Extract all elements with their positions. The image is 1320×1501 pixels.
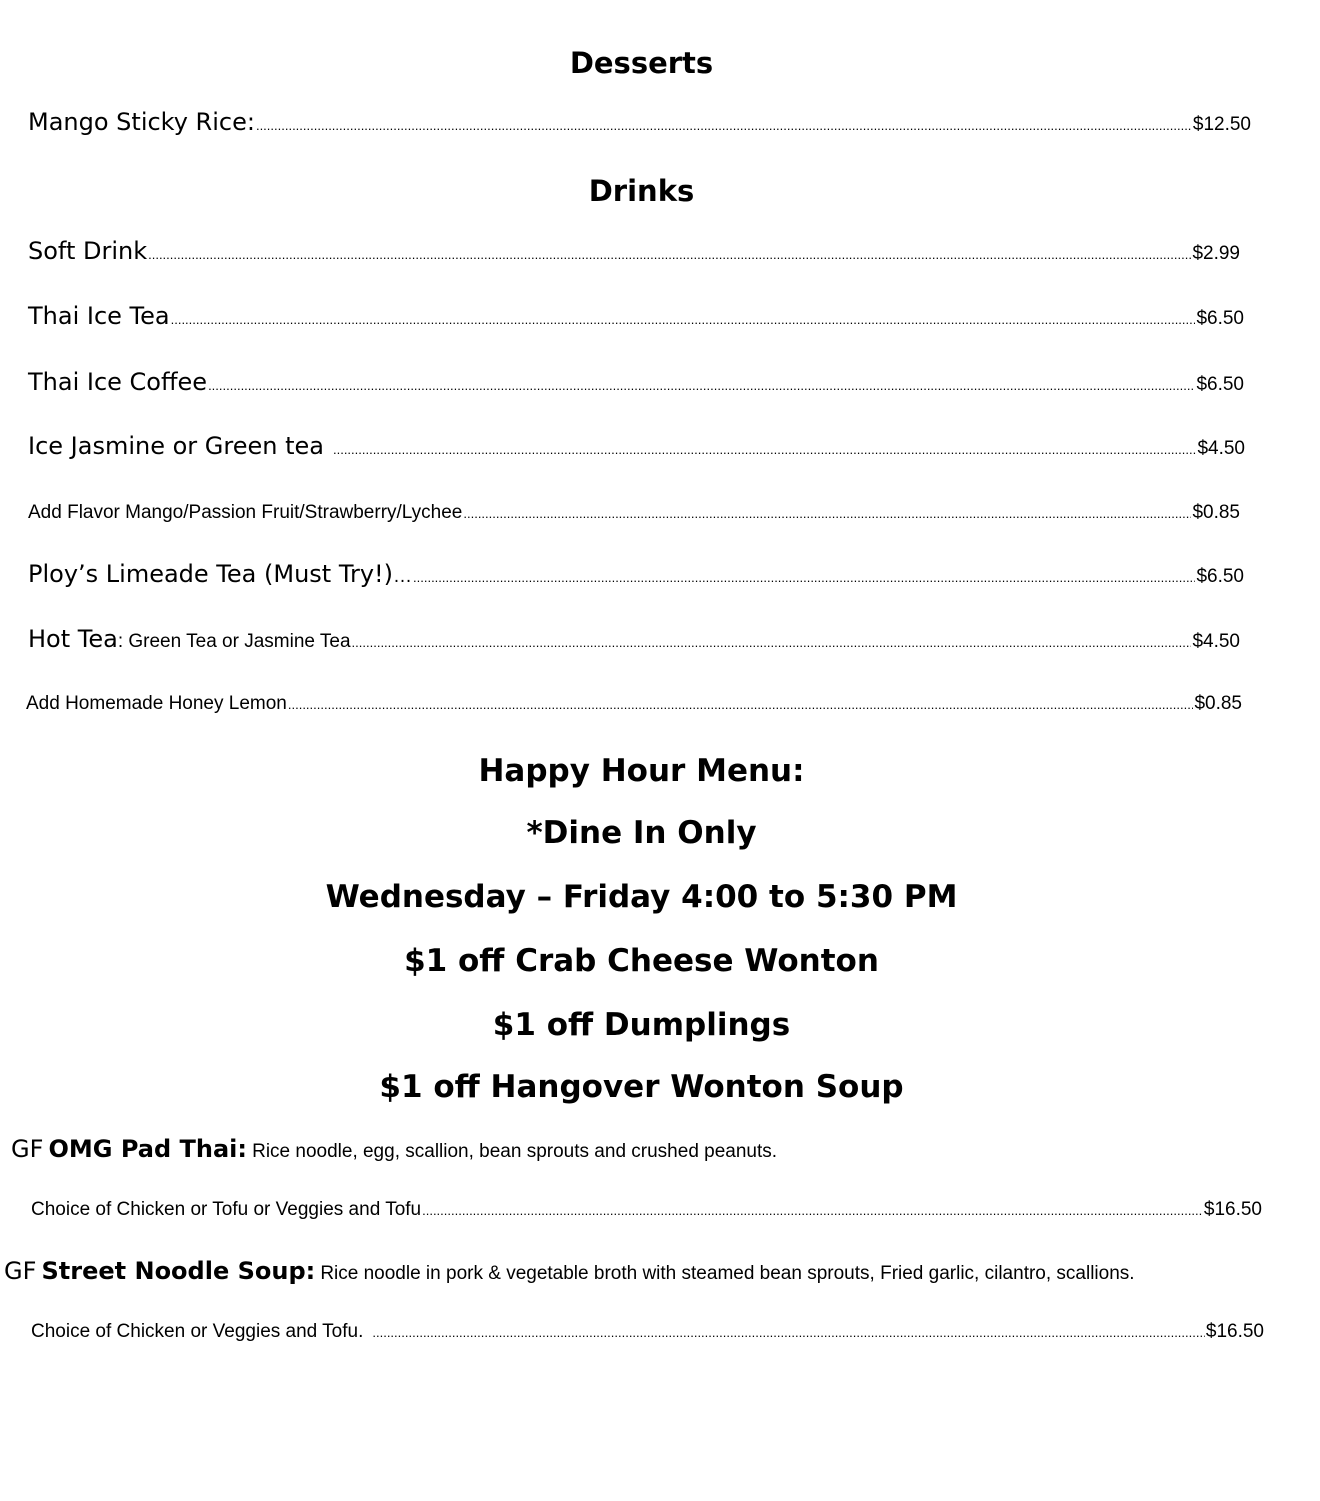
item-price: $6.50 [1196,566,1244,587]
dish-choice: Choice of Chicken or Veggies and Tofu. [31,1321,364,1342]
item-name: Soft Drink [28,237,148,265]
item-name: Add Homemade Honey Lemon [26,693,287,714]
happy-hour-schedule: Wednesday – Friday 4:00 to 5:30 PM [325,879,958,915]
dish-price: $16.50 [1205,1321,1264,1342]
happy-hour-deal: $1 off Dumplings [492,1007,791,1043]
dot-leader [256,118,1192,133]
gluten-free-label: GF [4,1257,37,1285]
dot-leader [352,635,1192,650]
item-price: $6.50 [1196,374,1244,395]
dot-leader [422,1203,1203,1218]
dish-name: OMG Pad Thai: [48,1135,247,1163]
item-name: Thai Ice Coffee [28,368,208,396]
item-detail: : Green Tea or Jasmine Tea [117,631,351,652]
dot-leader [372,1325,1205,1340]
dish-name: Street Noodle Soup: [41,1257,316,1285]
item-name: Add Flavor Mango/Passion Fruit/Strawberry/Lychee [28,502,463,523]
dish-street-noodle-soup [4,1257,1135,1285]
dish-price: $16.50 [1203,1199,1262,1220]
item-price: $4.50 [1197,438,1245,459]
happy-hour-title: Happy Hour Menu: [478,753,805,789]
item-name: Thai Ice Tea [28,302,170,330]
menu-item-limeade-tea [28,560,1244,588]
item-price: $0.85 [1194,693,1242,714]
dot-leader [333,442,1196,457]
happy-hour-deal: $1 off Crab Cheese Wonton [404,943,879,979]
item-price: $6.50 [1196,308,1244,329]
dish-choice-pad-thai [31,1199,1262,1221]
happy-hour-note: *Dine In Only [526,815,757,851]
menu-item-honey-lemon [26,693,1242,715]
dish-pad-thai [11,1135,777,1163]
item-ellipsis: … [393,566,413,587]
dot-leader [208,378,1195,393]
item-name: Ice Jasmine or Green tea [28,432,324,460]
dot-leader [171,312,1196,327]
menu-item-thai-ice-coffee [28,368,1244,396]
menu-item-thai-ice-tea [28,302,1244,330]
menu-item-soft-drink [28,237,1240,265]
menu-item-mango-sticky-rice [28,108,1251,136]
dot-leader [148,247,1191,262]
drinks-heading: Drinks [588,174,695,208]
desserts-heading: Desserts [569,46,714,80]
menu-item-add-flavor [28,502,1240,524]
item-name: Hot Tea [28,625,118,653]
item-name: Mango Sticky Rice: [28,108,255,136]
item-price: $12.50 [1192,114,1251,135]
dot-leader [463,506,1191,521]
menu-item-hot-tea [28,625,1240,653]
item-name: Ploy’s Limeade Tea (Must Try!) [28,560,394,588]
dish-choice-street-noodle-soup [31,1321,1264,1343]
item-price: $0.85 [1192,502,1240,523]
dot-leader [288,697,1194,712]
item-price: $2.99 [1192,243,1240,264]
menu-item-ice-jasmine-green-tea [28,432,1245,460]
dot-leader [413,570,1195,585]
dish-description: Rice noodle, egg, scallion, bean sprouts and crushed peanuts. [252,1141,778,1162]
gluten-free-label: GF [11,1135,44,1163]
happy-hour-deal: $1 off Hangover Wonton Soup [379,1069,904,1105]
dish-choice: Choice of Chicken or Tofu or Veggies and Tofu [31,1199,422,1220]
item-price: $4.50 [1192,631,1240,652]
dish-description: Rice noodle in pork & vegetable broth with steamed bean sprouts, Fried garlic, cilantro, scallions. [320,1263,1135,1284]
